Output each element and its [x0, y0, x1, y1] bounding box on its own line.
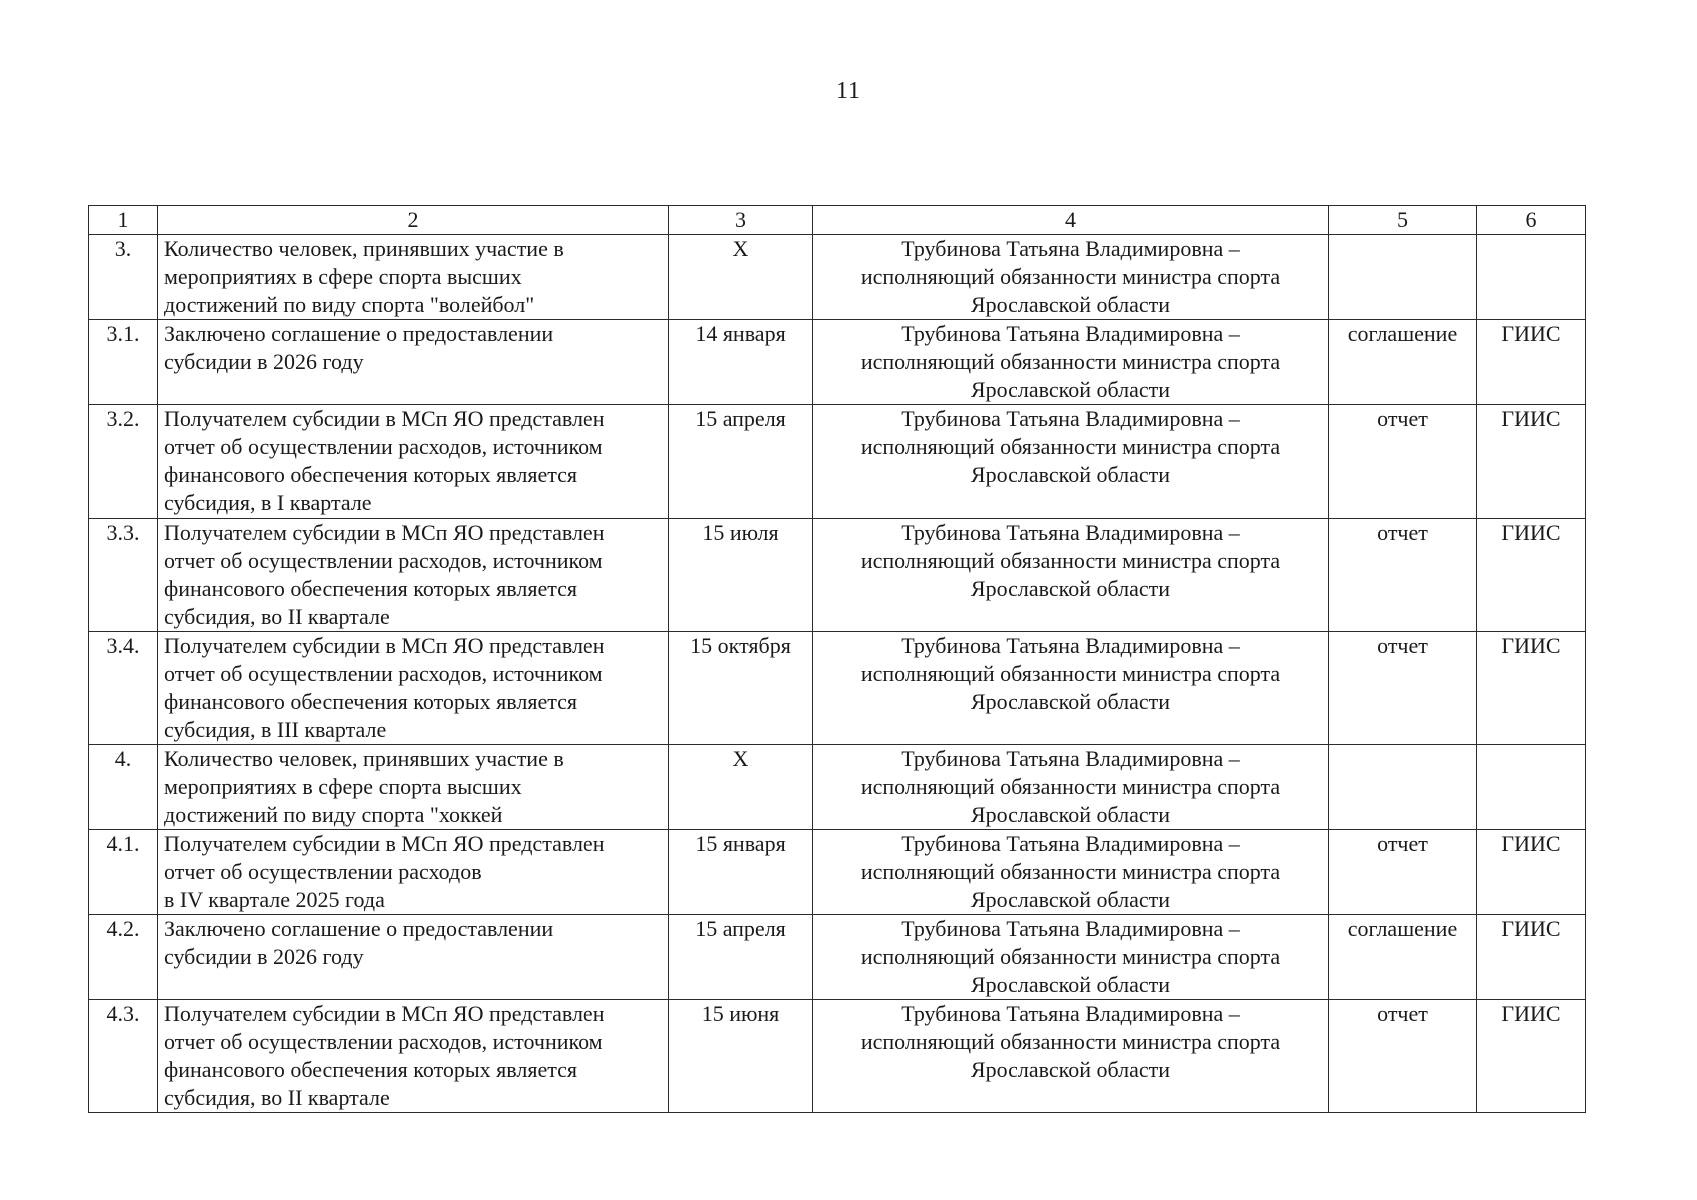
table-body: [89, 235, 1586, 1113]
document-type: соглашение: [1329, 915, 1477, 1000]
deadline: 15 октября: [669, 632, 813, 745]
information-system: ГИИС: [1477, 1000, 1586, 1113]
event-description: [158, 320, 669, 405]
table-row: [89, 519, 1586, 632]
column-number-4: 4: [813, 206, 1329, 235]
responsible-person-line: Трубинова Татьяна Владимировна –: [901, 321, 1240, 346]
information-system: ГИИС: [1477, 915, 1586, 1000]
event-description-line: Заключено соглашение о предоставлении: [164, 916, 554, 941]
responsible-person-line: исполняющий обязанности министра спорта: [860, 859, 1281, 884]
event-description: [158, 405, 669, 519]
event-description-line: Заключено соглашение о предоставлении: [164, 321, 554, 346]
document-type: соглашение: [1329, 320, 1477, 405]
responsible-person-line: Ярославской области: [970, 377, 1171, 402]
event-description-line: отчет об осуществлении расходов, источником: [164, 1029, 603, 1054]
row-number: 3.4.: [89, 632, 158, 745]
event-description-line: субсидия, во II квартале: [164, 1085, 390, 1110]
table-row: [89, 632, 1586, 745]
page-number: 11: [835, 78, 862, 104]
responsible-person-line: исполняющий обязанности министра спорта: [860, 661, 1281, 686]
row-number: 4.1.: [89, 830, 158, 915]
responsible-person: [813, 915, 1329, 1000]
responsible-person-line: Трубинова Татьяна Владимировна –: [901, 236, 1240, 261]
event-description-line: в IV квартале 2025 года: [164, 887, 385, 912]
responsible-person-line: Трубинова Татьяна Владимировна –: [901, 746, 1240, 771]
information-system: ГИИС: [1477, 320, 1586, 405]
deadline: 15 января: [669, 830, 813, 915]
event-description-line: мероприятиях в сфере спорта высших: [164, 264, 522, 289]
event-description-line: финансового обеспечения которых является: [164, 689, 578, 714]
responsible-person-line: Ярославской области: [970, 887, 1171, 912]
document-type: [1329, 235, 1477, 320]
responsible-person: [813, 632, 1329, 745]
deadline: 14 января: [669, 320, 813, 405]
table-row: [89, 830, 1586, 915]
responsible-person-line: исполняющий обязанности министра спорта: [860, 264, 1281, 289]
responsible-person-line: Ярославской области: [970, 576, 1171, 601]
event-description: [158, 519, 669, 632]
responsible-person-line: Трубинова Татьяна Владимировна –: [901, 520, 1240, 545]
event-description-line: достижений по виду спорта "хоккей: [164, 802, 503, 827]
event-description-line: финансового обеспечения которых является: [164, 462, 578, 487]
responsible-person: [813, 745, 1329, 830]
responsible-person-line: Ярославской области: [970, 972, 1171, 997]
responsible-person-line: исполняющий обязанности министра спорта: [860, 774, 1281, 799]
deadline: Х: [669, 745, 813, 830]
responsible-person-line: исполняющий обязанности министра спорта: [860, 1029, 1281, 1054]
information-system: [1477, 745, 1586, 830]
responsible-person-line: исполняющий обязанности министра спорта: [860, 434, 1281, 459]
responsible-person-line: исполняющий обязанности министра спорта: [860, 349, 1281, 374]
responsible-person: [813, 519, 1329, 632]
event-description-line: Получателем субсидии в МСп ЯО представлен: [164, 406, 605, 431]
responsible-person-line: исполняющий обязанности министра спорта: [860, 548, 1281, 573]
row-number: 3.2.: [89, 405, 158, 519]
information-system: ГИИС: [1477, 405, 1586, 519]
responsible-person-line: Ярославской области: [970, 689, 1171, 714]
event-description: [158, 745, 669, 830]
information-system: ГИИС: [1477, 632, 1586, 745]
information-system: ГИИС: [1477, 830, 1586, 915]
event-description: [158, 1000, 669, 1113]
responsible-person-line: Трубинова Татьяна Владимировна –: [901, 831, 1240, 856]
event-description-line: отчет об осуществлении расходов, источником: [164, 434, 603, 459]
information-system: ГИИС: [1477, 519, 1586, 632]
responsible-person-line: исполняющий обязанности министра спорта: [860, 944, 1281, 969]
row-number: 3.: [89, 235, 158, 320]
event-description-line: финансового обеспечения которых является: [164, 576, 578, 601]
responsible-person-line: Ярославской области: [970, 292, 1171, 317]
event-description: [158, 915, 669, 1000]
deadline: 15 июня: [669, 1000, 813, 1113]
responsible-person: [813, 405, 1329, 519]
row-number: 3.1.: [89, 320, 158, 405]
column-number-6: 6: [1477, 206, 1586, 235]
document-type: [1329, 745, 1477, 830]
row-number: 4.2.: [89, 915, 158, 1000]
responsible-person: [813, 1000, 1329, 1113]
event-description: [158, 830, 669, 915]
event-description-line: финансового обеспечения которых является: [164, 1057, 578, 1082]
responsible-person-line: Трубинова Татьяна Владимировна –: [901, 916, 1240, 941]
document-type: отчет: [1329, 519, 1477, 632]
document-type: отчет: [1329, 1000, 1477, 1113]
column-number-3: 3: [669, 206, 813, 235]
document-type: отчет: [1329, 830, 1477, 915]
event-description-line: субсидия, во II квартале: [164, 604, 390, 629]
event-description-line: Получателем субсидии в МСп ЯО представлен: [164, 831, 605, 856]
table-row: [89, 405, 1586, 519]
document-type: отчет: [1329, 632, 1477, 745]
responsible-person-line: Ярославской области: [970, 1057, 1171, 1082]
deadline: Х: [669, 235, 813, 320]
column-number-row: [89, 206, 1586, 235]
event-description-line: отчет об осуществлении расходов: [164, 859, 482, 884]
deadline: 15 апреля: [669, 405, 813, 519]
event-description-line: Получателем субсидии в МСп ЯО представлен: [164, 633, 605, 658]
responsible-person: [813, 320, 1329, 405]
row-number: 4.3.: [89, 1000, 158, 1113]
responsible-person-line: Ярославской области: [970, 802, 1171, 827]
column-number-1: 1: [89, 206, 158, 235]
event-description-line: достижений по виду спорта "волейбол": [164, 292, 535, 317]
column-number-2: 2: [158, 206, 669, 235]
event-description-line: субсидия, в I квартале: [164, 490, 372, 515]
responsible-person: [813, 235, 1329, 320]
event-description: [158, 632, 669, 745]
event-description-line: Количество человек, принявших участие в: [164, 746, 564, 771]
responsible-person-line: Трубинова Татьяна Владимировна –: [901, 633, 1240, 658]
responsible-person: [813, 830, 1329, 915]
information-system: [1477, 235, 1586, 320]
column-number-5: 5: [1329, 206, 1477, 235]
event-description-line: Получателем субсидии в МСп ЯО представлен: [164, 1001, 605, 1026]
table-row: [89, 320, 1586, 405]
table-row: [89, 1000, 1586, 1113]
plan-table: [88, 205, 1586, 1113]
document-type: отчет: [1329, 405, 1477, 519]
event-description-line: Получателем субсидии в МСп ЯО представлен: [164, 520, 605, 545]
event-description: [158, 235, 669, 320]
event-description-line: субсидии в 2026 году: [164, 349, 364, 374]
event-description-line: Количество человек, принявших участие в: [164, 236, 564, 261]
event-description-line: субсидия, в III квартале: [164, 717, 387, 742]
table-row: [89, 745, 1586, 830]
row-number: 4.: [89, 745, 158, 830]
deadline: 15 июля: [669, 519, 813, 632]
event-description-line: субсидии в 2026 году: [164, 944, 364, 969]
event-description-line: отчет об осуществлении расходов, источником: [164, 661, 603, 686]
deadline: 15 апреля: [669, 915, 813, 1000]
event-description-line: мероприятиях в сфере спорта высших: [164, 774, 522, 799]
responsible-person-line: Трубинова Татьяна Владимировна –: [901, 1001, 1240, 1026]
row-number: 3.3.: [89, 519, 158, 632]
responsible-person-line: Ярославской области: [970, 462, 1171, 487]
table-row: [89, 235, 1586, 320]
responsible-person-line: Трубинова Татьяна Владимировна –: [901, 406, 1240, 431]
table-row: [89, 915, 1586, 1000]
event-description-line: отчет об осуществлении расходов, источником: [164, 548, 603, 573]
